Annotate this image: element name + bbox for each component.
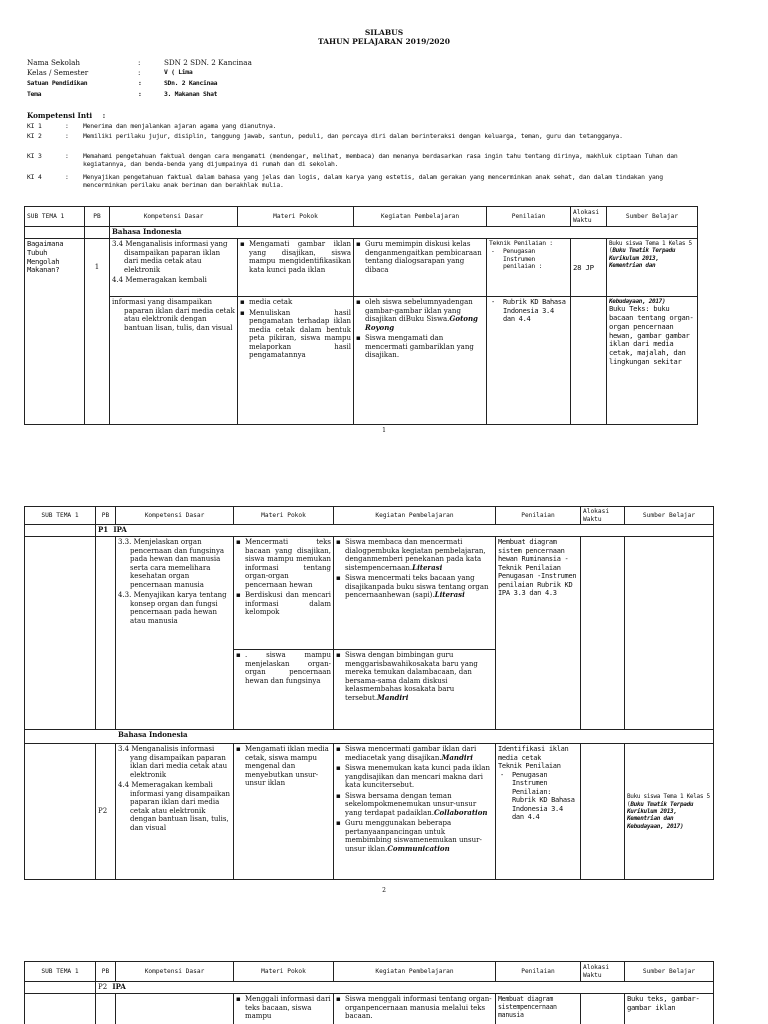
table-row bbox=[25, 994, 714, 1024]
subject-label: Bahasa Indonesia bbox=[110, 227, 698, 239]
table-header-row bbox=[25, 507, 714, 525]
subject-label: IPA bbox=[113, 525, 127, 535]
page-number: 1 bbox=[382, 427, 386, 434]
col-alokasi: Alokasi Waktu bbox=[581, 507, 625, 525]
col-subtema: SUB TEMA 1 bbox=[25, 507, 96, 525]
table-row bbox=[25, 525, 714, 537]
pb-number: P1 bbox=[98, 525, 109, 535]
document-title: SILABUS bbox=[364, 28, 404, 37]
subtema-name: Bagaimana Tubuh Mengolah Makanan? bbox=[25, 239, 85, 425]
list-item: ▪ Siswa mengamati dan mencermati gambariklan yang disajikan. bbox=[356, 334, 484, 360]
table-header-row bbox=[25, 207, 698, 227]
penilaian-cell: Membuat diagram sistem pencernaan hewan Ruminansia -Teknik Penilaian Penugasan -Instrumen penilaian Rubrik KD IPA 3.3 dan 4.3 bbox=[496, 537, 581, 730]
col-materi: Materi Pokok bbox=[234, 962, 334, 982]
page-3 bbox=[0, 955, 768, 1024]
ki-1: KI 1 : Menerima dan menjalankan ajaran agama yang dianutnya. bbox=[27, 122, 277, 130]
pb-number: P2 bbox=[98, 983, 108, 991]
list-item: ▪ Mengamati gambar iklan yang disajikan, siswa mampu mengidentifikasikan kata kunci pada iklan bbox=[240, 240, 351, 274]
list-item: ▪ Siswa menggali informasi tentang organ-organpencernaan manusia melalui teks bacaan. bbox=[336, 995, 493, 1021]
kegiatan-cell bbox=[354, 239, 487, 297]
sumber-cell: Buku siswa Tema 1 Kelas 5 (Buku Tmatik Terpadu Kurikulum 2013, Kementrian dan Kebudayaan, 2017) bbox=[625, 744, 714, 880]
col-kd: Kompetensi Dasar bbox=[116, 507, 234, 525]
table-row bbox=[25, 744, 714, 880]
list-item: ▪ Siswa dengan bimbingan guru menggarisbawahikosakata baru yang mereka temukan dalambacaan, dan bersama-sama dalam diskusi kelasmembahas kosakata baru tersebut.Mandiri bbox=[336, 651, 493, 702]
sumber-cell: Buku teks, gambar-gambar iklan bbox=[625, 994, 714, 1024]
page-2 bbox=[0, 500, 768, 900]
list-item: ▪ Siswa membaca dan mencermati dialogpembuka kegiatan pembelajaran, denganmemberi penekanan pada kata sistempencernaan.Literasi bbox=[336, 538, 493, 572]
list-item: ▪ Menuliskan hasil pengamatan terhadap iklan media cetak dalam bentuk peta pikiran, siswa mampu melaporkan hasil pengamatannya bbox=[240, 309, 351, 360]
penilaian-cell: Identifikasi iklan media cetak Teknik Penilaian - Penugasan Instrumen Penilaian: Rubrik KD Bahasa Indonesia 3.4 dan 4.4 bbox=[496, 744, 581, 880]
col-pb: PB bbox=[96, 962, 116, 982]
col-kd: Kompetensi Dasar bbox=[116, 962, 234, 982]
list-item: ▪ Guru memimpin diskusi kelas denganmengaitkan pembicaraan tentang dialogsarapan yang dibaca bbox=[356, 240, 484, 274]
pb-number: P2 bbox=[96, 744, 116, 880]
kegiatan-cell bbox=[354, 297, 487, 425]
penilaian-cell: Membuat diagram sistempencernaan manusia bbox=[496, 994, 581, 1024]
kd-cell: 3.4 Menganalisis informasi yang disampaikan paparan iklan dari media cetak atau elektronik 4.4 Memeragakan kembali bbox=[110, 239, 238, 297]
pb-number: 1 bbox=[85, 239, 110, 425]
syllabus-table-3 bbox=[24, 961, 714, 1024]
list-item: ▪ Siswa mencermati gambar iklan dari mediacetak yang disajikan.Mandiri bbox=[336, 745, 493, 762]
list-item: ▪ Mencermati teks bacaan yang disajikan, siswa mampu memukan informasi tentang organ-organ pencernaan hewan bbox=[236, 538, 331, 589]
subject-label: Bahasa Indonesia bbox=[25, 730, 714, 744]
col-subtema: SUB TEMA 1 bbox=[25, 962, 96, 982]
penilaian-cell: Teknik Penilaian : - Penugasan Instrumen penilaian : bbox=[487, 239, 571, 297]
document-year: TAHUN PELAJARAN 2019/2020 bbox=[318, 37, 450, 46]
list-item: ▪ media cetak bbox=[240, 298, 351, 307]
table-header-row bbox=[25, 962, 714, 982]
list-item: ▪ Guru menggunakan beberapa pertanyaanpancingan untuk membimbing siswamenemukan unsur-unsur iklan.Communication bbox=[336, 819, 493, 853]
penilaian-cell: - Rubrik KD Bahasa Indonesia 3.4 dan 4.4 bbox=[487, 297, 571, 425]
table-row bbox=[25, 537, 714, 650]
page-number: 2 bbox=[382, 887, 386, 894]
syllabus-table-1 bbox=[24, 206, 698, 425]
list-item: ▪ Siswa bersama dengan teman sekelompokmenemukan unsur-unsur yang terdapat padaiklan.Collaboration bbox=[336, 792, 493, 818]
col-materi: Materi Pokok bbox=[238, 207, 354, 227]
kd-cell: 3.3. Menjelaskan organ pencernaan dan fungsinya pada hewan dan manusia serta cara memelihara kesehatan organ pencernaan manusia 4.3. Menyajikan karya tentang konsep organ dan fungsi pencernaan pada hewan atau manusia bbox=[116, 537, 234, 730]
ki-3: KI 3 : Memahami pengetahuan faktual dengan cara mengamati (mendengar, melihat, membaca) dan menanya berdasarkan rasa ingin tahu tentang dirinya, makhluk ciptaan Tuhan dan kegiatannya, dan benda-benda yang dijumpainya di rumah dan di sekolah. bbox=[27, 152, 678, 168]
col-pb: PB bbox=[96, 507, 116, 525]
kegiatan-cell bbox=[334, 537, 496, 650]
col-materi: Materi Pokok bbox=[234, 507, 334, 525]
col-sumber: Sumber Belajar bbox=[625, 962, 714, 982]
kd-cell: 3.4 Menganalisis informasi yang disampaikan paparan iklan dari media cetak atau elektronik 4.4 Memeragakan kembali informasi yang disampaikan paparan iklan dari media cetak atau elektronik dengan bantuan lisan, tulis, dan visual bbox=[116, 744, 234, 880]
sumber-cell: Buku siswa Tema 1 Kelas 5 (Buku Tmatik Terpadu Kurikulum 2013, Kementrian dan bbox=[607, 239, 698, 297]
col-kegiatan: Kegiatan Pembelajaran bbox=[334, 962, 496, 982]
kegiatan-cell bbox=[334, 650, 496, 730]
table-row bbox=[25, 227, 698, 239]
kegiatan-cell bbox=[334, 744, 496, 880]
materi-cell bbox=[234, 994, 334, 1024]
materi-cell bbox=[234, 537, 334, 650]
kd-cell: informasi yang disampaikan paparan iklan dari media cetak atau elektronik dengan bantuan lisan, tulis, dan visual bbox=[110, 297, 238, 425]
alokasi-cell: 28 JP bbox=[571, 239, 607, 297]
materi-cell bbox=[238, 297, 354, 425]
table-row bbox=[25, 982, 714, 994]
ki-2: KI 2 : Memiliki perilaku jujur, disiplin, tanggung jawab, santun, peduli, dan percaya diri dalam berinteraksi dengan keluarga, teman, guru dan tetangganya. bbox=[27, 132, 623, 140]
col-subtema: SUB TEMA 1 bbox=[25, 207, 85, 227]
materi-cell bbox=[234, 744, 334, 880]
col-sumber: Sumber Belajar bbox=[607, 207, 698, 227]
col-pb: PB bbox=[85, 207, 110, 227]
col-sumber: Sumber Belajar bbox=[625, 507, 714, 525]
syllabus-table-2 bbox=[24, 506, 714, 880]
ki-4: KI 4 : Menyajikan pengetahuan faktual dalam bahasa yang jelas dan logis, dalam karya yang estetis, dalam gerakan yang mencerminkan anak sehat, dan dalam tindakan yang mencerminkan perilaku anak beriman dan berakhlak mulia. bbox=[27, 173, 663, 189]
col-alokasi: Alokasi Waktu bbox=[581, 962, 625, 982]
page-1: SILABUS TAHUN PELAJARAN 2019/2020 Nama Sekolah : SDN 2 SDN. 2 Kancinaa Kelas / Semester : V ( Lima Satuan Pendidikan : SDn. 2 Kancinaa Tema : 3. Makanan Shat Kompetensi Inti : KI 1 : Menerima dan menjalankan ajaran agama yang dianutnya. KI 2 : Memiliki perilaku jujur, disiplin, tanggung jawab, santun, peduli, dan percaya diri dalam berinteraksi dengan keluarga, teman, guru dan tetangganya. KI 3 : Memahami pengetahuan faktual dengan cara mengamati (mendengar, melihat, membaca) dan menanya berdasarkan rasa ingin tahu tentang dirinya, makhluk ciptaan Tuhan dan kegiatannya, dan benda-benda yang dijumpainya di rumah dan di sekolah. KI 4 : Menyajikan pengetahuan faktual dalam bahasa yang jelas dan logis, dalam karya yang estetis, dalam gerakan yang mencerminkan anak sehat, dan dalam tindakan yang mencerminkan perilaku anak beriman dan berakhlak mulia. SUB TEMA 1 PB Kompetensi Dasar Materi Pokok Kegiatan Pembelajaran Penilaian Alokasi Waktu Sumber Belajar Bahasa Indonesia Bagaimana Tubuh Mengolah Makanan? 1 3.4 Menganalisis informasi yang disampaikan paparan iklan dari media cetak atau elektronik 4.4 Memeragakan kembali ▪ Mengamati gambar iklan yang disajikan, siswa mampu mengidentifikasikan kata kunci pada iklan ▪ Guru memimpin diskusi kelas denganmengaitkan pembicaraan tentang dialogsarapan yang dibaca Teknik Penilaian : - Penugasan Instrumen penilaian : 28 JP Buku siswa Tema 1 Kelas 5 (Buku Tmatik Terpadu Kurikulum 2013, Kementrian dan informasi yang disampaikan paparan iklan dari media cetak atau elektronik dengan bantuan lisan, tulis, dan visual ▪ media cetak ▪ Menuliskan hasil pengamatan terhadap iklan media cetak dalam bentuk peta pikiran, siswa mampu melaporkan hasil pengamatannya ▪ oleh siswa sebelumnyadengan gambar-gambar iklan yang disajikan diBuku Siswa.Gotong Royong ▪ Siswa mengamati dan mencermati gambariklan yang disajikan. - Rubrik KD Bahasa Indonesia 3.4 dan 4.4 Kebudayaan, 2017) Buku Teks: buku bacaan tentang organ-organ pencernaan hewan, gambar gambar iklan dari media cetak, majalah, dan lingkungan sekitar 1 bbox=[0, 0, 768, 440]
col-penilaian: Penilaian bbox=[487, 207, 571, 227]
col-penilaian: Penilaian bbox=[496, 962, 581, 982]
table-row bbox=[25, 730, 714, 744]
list-item: ▪ Siswa mencermati teks bacaan yang disajikanpada buku siswa tentang organ pencernaanhewan (sapi).Literasi bbox=[336, 574, 493, 600]
col-kd: Kompetensi Dasar bbox=[110, 207, 238, 227]
col-kegiatan: Kegiatan Pembelajaran bbox=[334, 507, 496, 525]
materi-cell bbox=[238, 239, 354, 297]
list-item: ▪ oleh siswa sebelumnyadengan gambar-gambar iklan yang disajikan diBuku Siswa.Gotong Royong bbox=[356, 298, 484, 332]
list-item: ▪ Berdiskusi dan mencari informasi dalam kelompok bbox=[236, 591, 331, 617]
list-item: ▪ Siswa menemukan kata kunci pada iklan yangdisajikan dan mencari makna dari kata kuncitersebut. bbox=[336, 764, 493, 790]
kegiatan-cell bbox=[334, 994, 496, 1024]
materi-cell bbox=[234, 650, 334, 730]
ki-heading: Kompetensi Inti : bbox=[27, 111, 106, 120]
table-row bbox=[25, 297, 698, 425]
list-item: ▪ Mengamati iklan media cetak, siswa mampu mengenal dan menyebutkan unsur-unsur iklan bbox=[236, 745, 331, 788]
subject-label: IPA bbox=[112, 982, 126, 991]
table-row bbox=[25, 239, 698, 297]
list-item: ▪ . siswa mampu menjelaskan organ-organ pencernaan hewan dan fungsinya bbox=[236, 651, 331, 685]
list-item: ▪ Menggali informasi dari teks bacaan, siswa mampu bbox=[236, 995, 331, 1021]
col-kegiatan: Kegiatan Pembelajaran bbox=[354, 207, 487, 227]
col-penilaian: Penilaian bbox=[496, 507, 581, 525]
sumber-cell: Kebudayaan, 2017) Buku Teks: buku bacaan tentang organ-organ pencernaan hewan, gambar gambar iklan dari media cetak, majalah, dan lingkungan sekitar bbox=[607, 297, 698, 425]
col-alokasi: Alokasi Waktu bbox=[571, 207, 607, 227]
